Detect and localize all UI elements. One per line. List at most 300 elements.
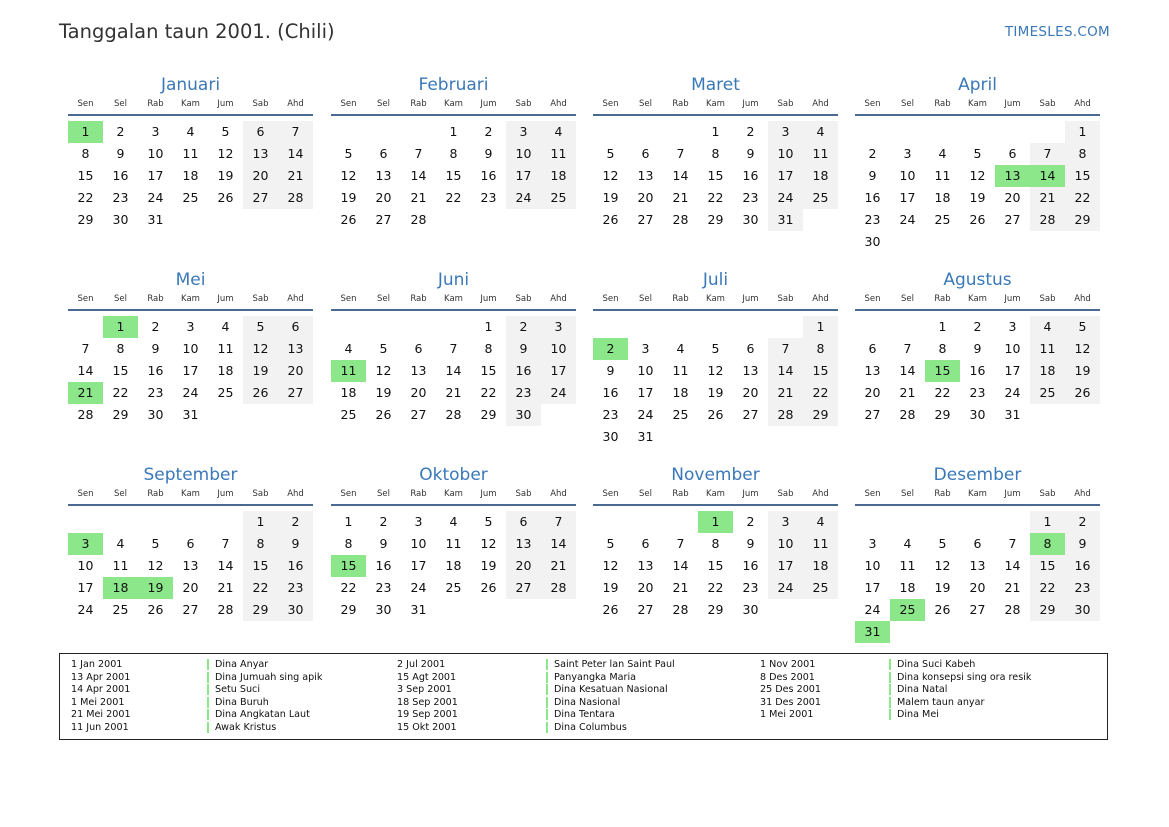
day-cell: 27 (637, 602, 654, 617)
day-cell: 29 (803, 404, 838, 426)
weekday-header: Sab (252, 99, 269, 109)
day-cell: 11 (182, 146, 199, 161)
month-name: April (958, 75, 997, 95)
weekday-header: Rab (934, 489, 951, 499)
legend-date: 13 Apr 2001 (71, 671, 131, 683)
holiday-day-cell: 19 (138, 577, 173, 599)
day-cell: 10 (410, 536, 427, 551)
day-cell: 15 (243, 555, 278, 577)
weekday-header: Ahd (812, 99, 829, 109)
day-cell: 4 (449, 514, 458, 529)
month-divider (68, 114, 313, 116)
day-cell: 13 (182, 558, 199, 573)
day-cell: 21 (278, 165, 313, 187)
day-cell: 29 (480, 407, 497, 422)
day-cell: 7 (414, 146, 423, 161)
day-cell: 21 (217, 580, 234, 595)
day-cell: 25 (340, 407, 357, 422)
day-cell: 28 (541, 577, 576, 599)
day-cell: 19 (969, 190, 986, 205)
weekday-header: Sel (114, 489, 127, 499)
day-cell: 19 (340, 190, 357, 205)
day-cell: 3 (506, 121, 541, 143)
day-cell: 31 (410, 602, 427, 617)
day-cell: 15 (445, 168, 462, 183)
weekday-header: Sab (252, 489, 269, 499)
weekday-header: Kam (968, 99, 987, 109)
day-cell: 27 (969, 602, 986, 617)
day-cell: 4 (344, 341, 353, 356)
month-divider (593, 114, 838, 116)
day-cell: 29 (707, 212, 724, 227)
weekday-header: Rab (147, 489, 164, 499)
day-cell: 3 (768, 511, 803, 533)
day-cell: 16 (278, 555, 313, 577)
day-cell: 11 (1030, 338, 1065, 360)
weekday-header: Kam (181, 99, 200, 109)
day-cell: 17 (541, 360, 576, 382)
day-cell: 23 (742, 190, 759, 205)
weekday-header: Jum (480, 489, 497, 499)
day-cell: 15 (1030, 555, 1065, 577)
day-cell: 24 (541, 382, 576, 404)
day-cell: 6 (278, 316, 313, 338)
legend-date: 18 Sep 2001 (397, 696, 458, 708)
legend-holiday-name: Panyangka Maria (546, 672, 636, 683)
day-cell: 26 (969, 212, 986, 227)
day-cell: 22 (480, 385, 497, 400)
day-cell: 18 (541, 165, 576, 187)
day-cell: 8 (81, 146, 90, 161)
day-cell: 2 (379, 514, 388, 529)
month-divider (331, 504, 576, 506)
day-cell: 24 (506, 187, 541, 209)
day-cell: 5 (379, 341, 388, 356)
legend-holiday-name: Awak Kristus (207, 722, 276, 733)
day-cell: 16 (147, 363, 164, 378)
day-cell: 13 (742, 363, 759, 378)
day-cell: 20 (278, 360, 313, 382)
day-cell: 2 (746, 514, 755, 529)
weekday-header: Sel (901, 294, 914, 304)
day-cell: 29 (1065, 209, 1100, 231)
weekday-header: Rab (410, 489, 427, 499)
day-cell: 27 (742, 407, 759, 422)
day-cell: 31 (147, 212, 164, 227)
day-cell: 7 (278, 121, 313, 143)
day-cell: 25 (803, 187, 838, 209)
month-divider (331, 114, 576, 116)
day-cell: 12 (934, 558, 951, 573)
day-cell: 20 (969, 580, 986, 595)
day-cell: 7 (1030, 143, 1065, 165)
day-cell: 6 (186, 536, 195, 551)
day-cell: 8 (803, 338, 838, 360)
day-cell: 27 (278, 382, 313, 404)
day-cell: 13 (375, 168, 392, 183)
day-cell: 25 (934, 212, 951, 227)
day-cell: 14 (217, 558, 234, 573)
month-divider (68, 504, 313, 506)
day-cell: 18 (899, 580, 916, 595)
day-cell: 25 (217, 385, 234, 400)
day-cell: 27 (410, 407, 427, 422)
day-cell: 15 (77, 168, 94, 183)
day-cell: 22 (340, 580, 357, 595)
day-cell: 12 (1065, 338, 1100, 360)
month-divider (855, 114, 1100, 116)
site-link[interactable]: TIMESLES.COM (1004, 24, 1110, 40)
day-cell: 22 (803, 382, 838, 404)
holiday-day-cell: 1 (698, 511, 733, 533)
day-cell: 20 (182, 580, 199, 595)
legend-date: 31 Des 2001 (760, 696, 822, 708)
day-cell: 16 (1065, 555, 1100, 577)
day-cell: 29 (77, 212, 94, 227)
weekday-header: Sen (864, 99, 881, 109)
weekday-header: Ahd (287, 489, 304, 499)
day-cell: 27 (864, 407, 881, 422)
day-cell: 9 (746, 146, 755, 161)
day-cell: 3 (903, 146, 912, 161)
day-cell: 23 (742, 580, 759, 595)
day-cell: 22 (1030, 577, 1065, 599)
day-cell: 28 (672, 212, 689, 227)
day-cell: 10 (768, 533, 803, 555)
legend-date: 25 Des 2001 (760, 684, 822, 696)
day-cell: 30 (742, 602, 759, 617)
day-cell: 24 (768, 577, 803, 599)
holiday-day-cell: 1 (68, 121, 103, 143)
day-cell: 30 (742, 212, 759, 227)
day-cell: 10 (77, 558, 94, 573)
weekday-header: Sel (114, 294, 127, 304)
holiday-day-cell: 18 (103, 577, 138, 599)
day-cell: 16 (506, 360, 541, 382)
holiday-day-cell: 11 (331, 360, 366, 382)
day-cell: 20 (375, 190, 392, 205)
day-cell: 20 (864, 385, 881, 400)
day-cell: 7 (221, 536, 230, 551)
day-cell: 7 (903, 341, 912, 356)
day-cell: 14 (899, 363, 916, 378)
weekday-header: Sen (340, 294, 357, 304)
day-cell: 24 (147, 190, 164, 205)
day-cell: 5 (606, 146, 615, 161)
weekday-header: Jum (1004, 99, 1021, 109)
day-cell: 9 (606, 363, 615, 378)
day-cell: 4 (116, 536, 125, 551)
day-cell: 30 (375, 602, 392, 617)
weekday-header: Rab (147, 99, 164, 109)
day-cell: 27 (637, 212, 654, 227)
weekday-header: Jum (480, 294, 497, 304)
day-cell: 8 (116, 341, 125, 356)
day-cell: 6 (379, 146, 388, 161)
legend-date: 2 Jul 2001 (397, 659, 446, 670)
day-cell: 8 (938, 341, 947, 356)
holiday-day-cell: 14 (1030, 165, 1065, 187)
holiday-day-cell: 21 (68, 382, 103, 404)
day-cell: 29 (934, 407, 951, 422)
day-cell: 23 (969, 385, 986, 400)
legend-holiday-name: Dina Angkatan Laut (207, 709, 310, 720)
day-cell: 11 (934, 168, 951, 183)
month-divider (593, 309, 838, 311)
weekday-header: Sab (515, 294, 532, 304)
weekday-header: Sel (901, 489, 914, 499)
day-cell: 4 (1030, 316, 1065, 338)
day-cell: 7 (1008, 536, 1017, 551)
weekday-header: Sel (901, 99, 914, 109)
month-divider (68, 309, 313, 311)
day-cell: 16 (375, 558, 392, 573)
day-cell: 26 (707, 407, 724, 422)
month-name: Agustus (943, 270, 1012, 290)
legend-date: 1 Mei 2001 (71, 696, 125, 708)
day-cell: 25 (541, 187, 576, 209)
day-cell: 26 (1065, 382, 1100, 404)
weekday-header: Sen (340, 99, 357, 109)
day-cell: 1 (243, 511, 278, 533)
legend-holiday-name: Dina Natal (889, 684, 947, 695)
day-cell: 30 (506, 404, 541, 426)
day-cell: 24 (410, 580, 427, 595)
day-cell: 27 (375, 212, 392, 227)
day-cell: 21 (899, 385, 916, 400)
weekday-header: Ahd (1074, 489, 1091, 499)
day-cell: 20 (742, 385, 759, 400)
day-cell: 12 (707, 363, 724, 378)
day-cell: 17 (637, 385, 654, 400)
legend-date: 15 Agt 2001 (397, 671, 457, 683)
day-cell: 1 (803, 316, 838, 338)
day-cell: 28 (672, 602, 689, 617)
weekday-header: Rab (934, 99, 951, 109)
day-cell: 5 (711, 341, 720, 356)
weekday-header: Sab (777, 489, 794, 499)
day-cell: 22 (243, 577, 278, 599)
day-cell: 11 (803, 143, 838, 165)
weekday-header: Ahd (550, 99, 567, 109)
holiday-day-cell: 15 (925, 360, 960, 382)
holiday-day-cell: 31 (855, 621, 890, 643)
day-cell: 26 (340, 212, 357, 227)
day-cell: 2 (973, 319, 982, 334)
holiday-day-cell: 15 (331, 555, 366, 577)
day-cell: 11 (541, 143, 576, 165)
day-cell: 17 (506, 165, 541, 187)
day-cell: 23 (147, 385, 164, 400)
day-cell: 2 (746, 124, 755, 139)
legend-date: 8 Des 2001 (760, 671, 815, 683)
day-cell: 4 (803, 511, 838, 533)
weekday-header: Ahd (812, 489, 829, 499)
day-cell: 28 (77, 407, 94, 422)
weekday-header: Jum (742, 489, 759, 499)
day-cell: 13 (864, 363, 881, 378)
day-cell: 5 (973, 146, 982, 161)
legend-holiday-name: Dina Kesatuan Nasional (546, 684, 668, 695)
day-cell: 7 (541, 511, 576, 533)
day-cell: 10 (864, 558, 881, 573)
day-cell: 23 (602, 407, 619, 422)
day-cell: 31 (182, 407, 199, 422)
day-cell: 2 (868, 146, 877, 161)
day-cell: 14 (77, 363, 94, 378)
weekday-header: Sel (639, 294, 652, 304)
legend-date: 1 Jan 2001 (71, 659, 123, 670)
day-cell: 18 (672, 385, 689, 400)
day-cell: 22 (77, 190, 94, 205)
weekday-header: Sel (639, 99, 652, 109)
day-cell: 4 (186, 124, 195, 139)
day-cell: 23 (1065, 577, 1100, 599)
day-cell: 28 (410, 212, 427, 227)
day-cell: 24 (77, 602, 94, 617)
day-cell: 16 (864, 190, 881, 205)
day-cell: 13 (506, 533, 541, 555)
day-cell: 7 (81, 341, 90, 356)
day-cell: 15 (480, 363, 497, 378)
day-cell: 14 (672, 558, 689, 573)
day-cell: 1 (344, 514, 353, 529)
weekday-header: Sen (602, 294, 619, 304)
day-cell: 13 (637, 558, 654, 573)
day-cell: 23 (480, 190, 497, 205)
day-cell: 5 (344, 146, 353, 161)
day-cell: 2 (116, 124, 125, 139)
weekday-header: Sab (515, 99, 532, 109)
month-name: Maret (691, 75, 740, 95)
day-cell: 1 (1065, 121, 1100, 143)
day-cell: 17 (1004, 363, 1021, 378)
day-cell: 17 (147, 168, 164, 183)
day-cell: 27 (243, 187, 278, 209)
day-cell: 12 (969, 168, 986, 183)
day-cell: 21 (1004, 580, 1021, 595)
day-cell: 31 (768, 209, 803, 231)
day-cell: 19 (707, 385, 724, 400)
day-cell: 12 (602, 558, 619, 573)
weekday-header: Ahd (287, 99, 304, 109)
day-cell: 9 (746, 536, 755, 551)
day-cell: 15 (1065, 165, 1100, 187)
day-cell: 1 (938, 319, 947, 334)
day-cell: 25 (112, 602, 129, 617)
day-cell: 10 (1004, 341, 1021, 356)
day-cell: 6 (506, 511, 541, 533)
day-cell: 14 (768, 360, 803, 382)
day-cell: 10 (768, 143, 803, 165)
legend-holiday-name: Dina Nasional (546, 697, 620, 708)
day-cell: 17 (768, 165, 803, 187)
day-cell: 9 (484, 146, 493, 161)
day-cell: 11 (112, 558, 129, 573)
day-cell: 18 (445, 558, 462, 573)
day-cell: 19 (602, 190, 619, 205)
day-cell: 1 (484, 319, 493, 334)
weekday-header: Sab (777, 294, 794, 304)
day-cell: 11 (803, 533, 838, 555)
day-cell: 19 (480, 558, 497, 573)
weekday-header: Rab (147, 294, 164, 304)
legend-holiday-name: Dina Anyar (207, 659, 268, 670)
day-cell: 17 (899, 190, 916, 205)
day-cell: 3 (186, 319, 195, 334)
weekday-header: Ahd (550, 489, 567, 499)
day-cell: 28 (217, 602, 234, 617)
legend-holiday-name: Dina konsepsi sing ora resik (889, 672, 1031, 683)
weekday-header: Rab (410, 99, 427, 109)
weekday-header: Jum (1004, 489, 1021, 499)
day-cell: 14 (672, 168, 689, 183)
day-cell: 6 (1008, 146, 1017, 161)
legend-date: 21 Mei 2001 (71, 709, 131, 721)
day-cell: 24 (637, 407, 654, 422)
legend-holiday-name: Dina Mei (889, 709, 939, 720)
day-cell: 25 (445, 580, 462, 595)
day-cell: 15 (803, 360, 838, 382)
day-cell: 26 (375, 407, 392, 422)
day-cell: 16 (112, 168, 129, 183)
weekday-header: Ahd (287, 294, 304, 304)
day-cell: 5 (484, 514, 493, 529)
day-cell: 8 (1065, 143, 1100, 165)
day-cell: 1 (449, 124, 458, 139)
day-cell: 12 (217, 146, 234, 161)
day-cell: 14 (541, 533, 576, 555)
day-cell: 8 (344, 536, 353, 551)
day-cell: 6 (746, 341, 755, 356)
day-cell: 8 (711, 536, 720, 551)
day-cell: 24 (1004, 385, 1021, 400)
day-cell: 12 (147, 558, 164, 573)
day-cell: 12 (480, 536, 497, 551)
day-cell: 18 (217, 363, 234, 378)
day-cell: 4 (903, 536, 912, 551)
day-cell: 12 (340, 168, 357, 183)
day-cell: 8 (711, 146, 720, 161)
legend-holiday-name: Malem taun anyar (889, 697, 984, 708)
day-cell: 26 (602, 212, 619, 227)
day-cell: 25 (1030, 382, 1065, 404)
day-cell: 5 (151, 536, 160, 551)
weekday-header: Ahd (1074, 294, 1091, 304)
weekday-header: Jum (217, 99, 234, 109)
day-cell: 30 (969, 407, 986, 422)
day-cell: 21 (541, 555, 576, 577)
weekday-header: Kam (181, 294, 200, 304)
day-cell: 28 (768, 404, 803, 426)
day-cell: 30 (602, 429, 619, 444)
legend-date: 14 Apr 2001 (71, 684, 131, 696)
weekday-header: Sen (864, 294, 881, 304)
weekday-header: Kam (706, 294, 725, 304)
day-cell: 13 (637, 168, 654, 183)
day-cell: 29 (112, 407, 129, 422)
legend-date: 1 Nov 2001 (760, 659, 816, 670)
day-cell: 18 (182, 168, 199, 183)
weekday-header: Sab (1039, 99, 1056, 109)
holiday-day-cell: 25 (890, 599, 925, 621)
day-cell: 16 (480, 168, 497, 183)
day-cell: 13 (243, 143, 278, 165)
month-name: November (671, 465, 760, 485)
day-cell: 6 (414, 341, 423, 356)
day-cell: 21 (410, 190, 427, 205)
day-cell: 22 (1065, 187, 1100, 209)
